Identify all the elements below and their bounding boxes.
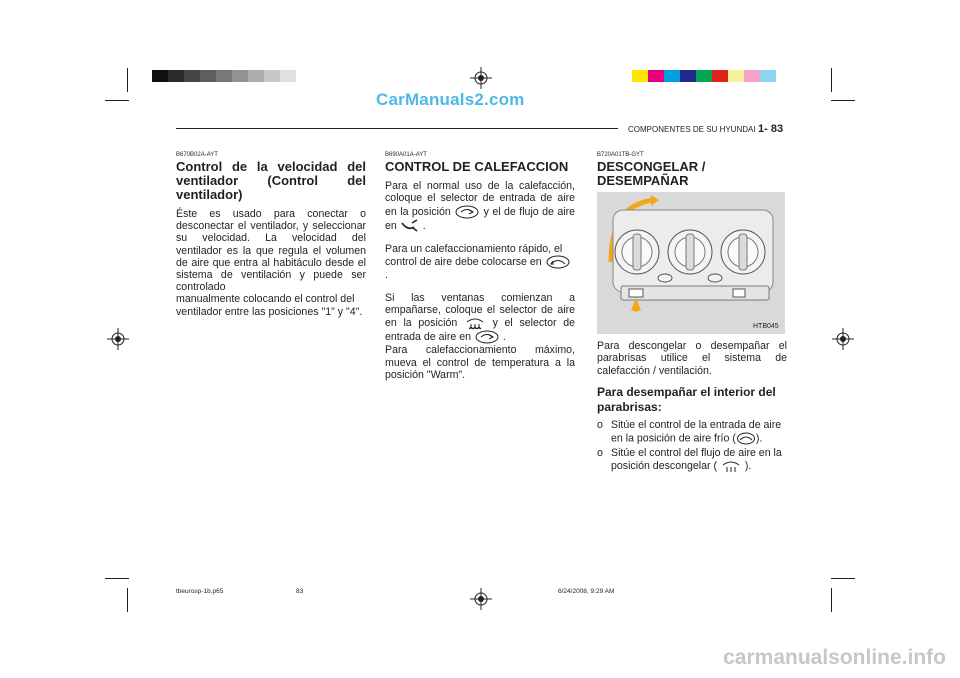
climate-control-illustration [597,192,785,334]
column-defrost-body [597,340,787,473]
body-paragraph: Éste es usado para conectar o desconectar el ventilador, y seleccionar su velocidad. La velocidad del ventilador es la que regula el volumen de aire que entra al habitáculo desde el sistema de ventilación y puede ser controlado [176,208,366,294]
fresh-air-icon [454,205,480,219]
watermark-bottom[interactable]: carmanualsonline.info [723,646,946,669]
body-paragraph: manualmente colocando el control del ventilador entre las posiciones "1" y "4". [176,293,363,318]
header-page-number: 1- 83 [758,123,784,135]
crop-mark [831,100,855,101]
climate-panel-drawing [597,192,785,334]
crop-mark [127,588,128,612]
recirculation-icon [736,432,756,445]
text-run: Sitúe el control del flujo de aire en la posición descongelar ( [611,446,782,472]
registration-mark-icon [107,328,129,350]
text-run: y el selector de entrada de aire en [385,317,575,344]
defrost-icon [464,316,486,330]
body-paragraph [385,243,575,282]
registration-mark-icon [832,328,854,350]
header-rule [176,128,618,129]
footer-page: 83 [296,588,304,595]
text-run: . [502,331,506,344]
body-paragraph [385,292,575,345]
header-title: COMPONENTES DE SU HYUNDAI [628,125,756,134]
recirculation-icon [545,255,571,269]
grayscale-bar [152,70,296,82]
bullet-marker: o [597,446,603,459]
text-run: . [385,269,388,282]
crop-mark [831,68,832,92]
text-run: ). [744,459,752,472]
list-item [597,447,787,473]
text-run: Sitúe el control de la entrada de aire en la posición de aire frío [611,419,782,444]
column-fan-speed [176,152,366,318]
section-title: DESCONGELAR / DESEMPAÑAR [597,159,706,188]
crop-mark [105,578,129,579]
text-run: y el de flujo de aire en [385,205,575,232]
figure-label: HTB045 [753,323,779,330]
text-run: Si las ventanas comienzan a empañarse, coloque el selector de aire en la posición [385,291,575,330]
defrost-icon [720,459,742,473]
text-run: Para un calefaccionamiento rápido, el control de aire debe colocarse en [385,242,563,269]
column-defrost [597,152,787,188]
body-paragraph: Para calefaccionamiento máximo, mueva el control de temperatura a la posición "Warm". [385,344,575,382]
footer-file: tbeurosp-1b.p65 [176,588,224,595]
list-item [597,419,787,444]
text-run: ( [732,431,736,444]
color-bar [632,70,776,82]
column-heating-control [385,152,575,382]
body-paragraph [385,180,575,233]
body-paragraph: Para descongelar o desempañar el parabrisas utilice el sistema de calefacción / ventilación. [597,340,787,377]
crop-mark [105,100,129,101]
section-title: CONTROL DE CALEFACCION [385,159,569,174]
text-run: . [422,219,426,232]
footer-date: 6/24/2008, 9:29 AM [558,588,615,595]
crop-mark [831,578,855,579]
registration-mark-icon [470,67,492,89]
crop-mark [127,68,128,92]
watermark-top[interactable]: CarManuals2.com [376,90,525,109]
section-code: B720A01TB-GYT [597,152,644,158]
section-code: B690A01A-AYT [385,152,427,158]
text-run: ). [755,431,763,444]
bullet-marker: o [597,419,603,432]
subsection-title: Para desempañar el interior del parabrisas: [597,385,776,415]
floor-airflow-icon [400,219,420,233]
crop-mark [831,588,832,612]
section-title: Control de la velocidad del ventilador (Control del ventilador) [176,159,366,202]
section-code: B670B02A-AYT [176,152,218,158]
text-run: Para el normal uso de la calefacción, coloque el selector de entrada de aire en la posición [385,180,575,218]
fresh-air-icon [474,330,500,344]
registration-mark-icon [470,588,492,610]
